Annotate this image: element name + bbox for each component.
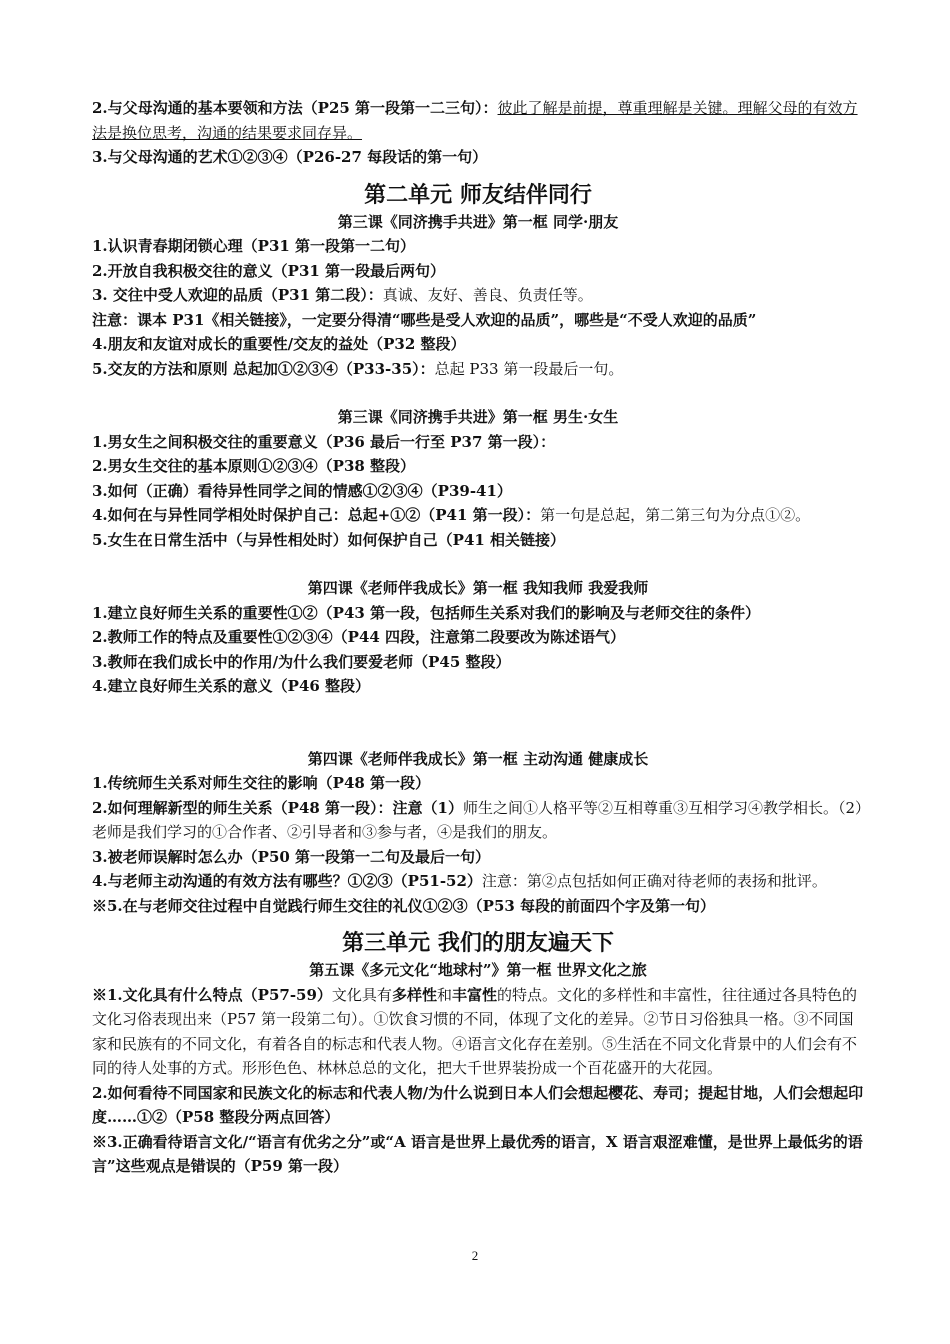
item-heading: 5.交友的方法和原则 总起加①②③④（P33-35）： [92,359,435,378]
item-text: 第一句是总起，第二第三句为分点①②。 [540,506,811,524]
underlined-text: 彼此了解是前提，尊重理解是关键。理解父母的有效方法是换位思考，沟通的结果要求同存异。 [92,99,858,142]
list-item [92,796,864,845]
list-item [92,869,864,894]
note: 注意：课本 P31《相关链接》，一定要分得清“哪些是受人欢迎的品质”，哪些是“不受人欢迎的品质” [92,310,757,329]
list-item: 3.如何（正确）看待异性同学之间的情感①②③④（P39-41） [92,481,512,500]
list-item: 2.如何看待不同国家和民族文化的标志和代表人物/为什么说到日本人们会想起樱花、寿司；提起甘地，人们会想起印度……①②（P58 整段分两点回答） [92,1083,864,1126]
page-number: 2 [471,1248,479,1263]
emphasis-text: 丰富性 [451,985,497,1004]
list-item [92,357,864,382]
item-text: 的特点。文化的多样性和丰富性，往往通过各具特色的文化习俗表现出来（P57 第一段第二句）。①饮食习惯的不同，体现了文化的差异。②节日习俗独具一格。③不同国家和民族有的不同文化，有着各自的标志和代表人物。④语言文化存在差别。⑤生活在不同文化背景中的人们会有不同的待人处事的方式。形形色色、林林总总的文化，把大千世界装扮成一个百花盛开的大花园。 [92,985,858,1077]
list-item: 2.开放自我积极交往的意义（P31 第一段最后两句） [92,261,446,280]
list-item: 4.建立良好师生关系的意义（P46 整段） [92,677,371,695]
lesson-title: 第三课《同济携手共进》第一框 同学·朋友 [337,212,619,231]
list-item: ※5.在与老师交往过程中自觉践行师生交往的礼仪①②③（P53 每段的前面四个字及第一句） [92,896,716,915]
list-item: 4.朋友和友谊对成长的重要性/交友的益处（P32 整段） [92,335,466,353]
lesson-title: 第五课《多元文化“地球村”》第一框 世界文化之旅 [309,961,647,979]
item-text: 注意：第②点包括如何正确对待老师的表扬和批评。 [481,872,827,890]
spacer [92,552,864,576]
list-item: 3.教师在我们成长中的作用/为什么我们要爱老师（P45 整段） [92,652,511,671]
list-item [92,983,864,1081]
item-text: 真诚、友好、善良、负责任等。 [382,286,593,304]
spacer [92,381,864,405]
paragraph-parent-communication-art: 3.与父母沟通的艺术①②③④（P26-27 每段话的第一句） [92,148,488,166]
unit-title: 第三单元 我们的朋友遍天下 [342,930,614,956]
list-item [92,503,864,528]
document-body [92,96,864,1179]
list-item: 2.教师工作的特点及重要性①②③④（P44 四段，注意第二段要改为陈述语气） [92,628,626,646]
list-item: 1.建立良好师生关系的重要性①②（P43 第一段，包括师生关系对我们的影响及与老师交往的条件） [92,603,761,622]
list-item: 3.被老师误解时怎么办（P50 第一段第一二句及最后一句） [92,847,491,866]
item-text: 师生之间①人格平等②互相尊重③互相学习④教学相长。（2）老师是我们学习的①合作者、②引导者和③参与者，④是我们的朋友。 [92,798,863,841]
lesson-title: 第三课《同济携手共进》第一框 男生·女生 [337,408,619,426]
spacer [92,699,864,747]
item-text: 总起 P33 第一段最后一句。 [434,359,624,378]
item-heading: 4.与老师主动沟通的有效方法有哪些？①②③（P51-52） [92,872,482,890]
list-item: 1.男女生之间积极交往的重要意义（P36 最后一行至 P37 第一段）： [92,432,556,451]
list-item: 1.传统师生关系对师生交往的影响（P48 第一段） [92,774,431,792]
item-text: 文化具有 [331,985,392,1004]
item-heading: 3. 交往中受人欢迎的品质（P31 第二段）： [92,286,383,304]
emphasis-text: 多样性 [391,985,437,1004]
item-heading: ※1.文化具有什么特点（P57-59） [92,985,332,1004]
lesson-title: 第四课《老师伴我成长》第一框 主动沟通 健康成长 [307,749,649,768]
list-item [92,283,864,308]
item-text: 和 [436,985,452,1004]
item-heading: 2.与父母沟通的基本要领和方法（P25 第一段第一二三句）： [92,99,498,117]
list-item: ※3.正确看待语言文化/“语言有优劣之分”或“A 语言是世界上最优秀的语言，X 语言艰涩难懂，是世界上最低劣的语言”这些观点是错误的（P59 第一段） [92,1132,863,1175]
list-item: 2.男女生交往的基本原则①②③④（P38 整段） [92,457,416,475]
lesson-title: 第四课《老师伴我成长》第一框 我知我师 我爱我师 [307,579,649,597]
list-item: 1.认识青春期闭锁心理（P31 第一段第一二句） [92,237,416,255]
unit-title: 第二单元 师友结伴同行 [364,181,592,208]
paragraph-parent-communication-method [92,96,864,145]
item-heading: 4.如何在与异性同学相处时保护自己：总起+①②（P41 第一段）： [92,506,541,524]
list-item: 5.女生在日常生活中（与异性相处时）如何保护自己（P41 相关链接） [92,530,566,549]
item-heading: 2.如何理解新型的师生关系（P48 第一段）：注意（1） [92,798,463,817]
